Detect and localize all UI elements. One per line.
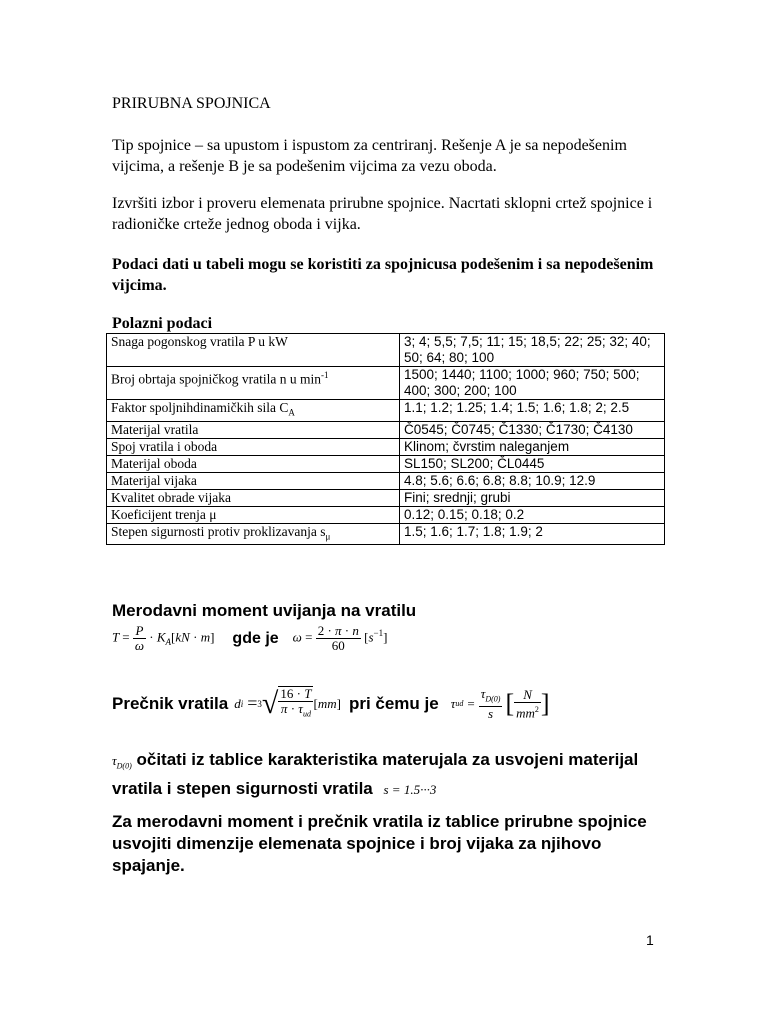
safety-range: s = 1.5···3 [383,781,437,797]
page-number: 1 [646,932,654,948]
parameter-cell [107,506,400,523]
values-cell: 1.5; 1.6; 1.7; 1.8; 1.9; 2 [400,523,665,545]
data-paragraph: Podaci dati u tabeli mogu se koristiti za spojnicusa podešenim i sa nepodešenim vijcima. [112,256,654,294]
parameter-name: Broj obrtaja spojničkog vratila n u min [111,371,321,387]
parameter-name: Materijal vijaka [111,472,197,488]
parameter-cell [107,523,400,545]
page-title: PRIRUBNA SPOJNICA [112,95,271,112]
parameter-cell [107,438,400,455]
parameter-cell [107,421,400,438]
parameter-name: Materijal oboda [111,455,197,471]
parameter-cell [107,489,400,506]
table-row [107,421,665,438]
diameter-formula: d i = 3 √ $\frac{16 \cdot T}{\pi \cdot \tau_{ud}}$ [ mm ] [234,686,341,720]
omega-formula: ω = $\frac{2 \cdot \pi \cdot n}{60}$ $[s^{-1}]$ [292,623,388,653]
parameter-cell [107,472,400,489]
parameters-table [106,333,665,545]
tau-formula: τ ud = $\frac{\tau_{D(0)}}{s}$ [ $\frac{N}{mm^2}$ ] [450,685,550,722]
parameter-cell [107,455,400,472]
table-row [107,455,665,472]
parameter-cell [107,367,400,400]
values-cell: 4.8; 5.6; 6.6; 6.8; 8.8; 10.9; 12.9 [400,472,665,489]
parameter-superscript: -1 [320,370,329,380]
table-row [107,367,665,400]
diameter-label: Prečnik vratila [112,693,229,713]
parameter-name: Faktor spoljnihdinamičkih sila C [111,400,289,415]
values-cell: 1.1; 1.2; 1.25; 1.4; 1.5; 1.6; 1.8; 2; 2.5 [400,400,665,422]
intro-paragraph: Tip spojnice – sa upustom i ispustom za centriranj. Rešenje A je sa nepodešenim vijcima, a rešenje B je sa podešenim vijcima za vezu oboda. [112,137,627,175]
table-row [107,334,665,367]
parameter-cell [107,400,400,422]
table-row [107,489,665,506]
parameter-name: Koeficijent trenja μ [111,506,217,522]
parameter-name: Stepen sigurnosti protiv proklizavanja s [111,523,326,539]
final-paragraph: Za merodavni moment i prečnik vratila iz tablice prirubne spojnice usvojiti dimenzije elemenata spojnice i broj vijaka za njihovo spajanje. [112,812,647,875]
table-row [107,506,665,523]
tau-text: očitati iz tablice karakteristika materujala za usvojeni materijal vratila i stepen sigurnosti vratila [112,750,639,798]
pri-cemu-je-label: pri čemu je [348,693,439,713]
values-cell: Č0545; Č0745; Č1330; Č1730; Č4130 [400,421,665,438]
moment-formula: T = $\frac{P}{\omega}$ · $K_A[kN \cdot m]$ [112,623,215,653]
parameter-name: Snaga pogonskog vratila P u kW [111,334,288,349]
table-row [107,400,665,422]
table-row [107,472,665,489]
parameter-name: Kvalitet obrade vijaka [111,489,231,505]
gde-je-label: gde je [232,629,279,647]
tau-d0-symbol: $\tau_{D(0)}$ [112,753,132,771]
parameter-subscript: μ [325,531,331,542]
moment-formula-line [112,624,387,653]
diameter-line [112,686,550,722]
values-cell: Fini; srednji; grubi [400,489,665,506]
task-paragraph: Izvršiti izbor i proveru elemenata prirubne spojnice. Nacrtati sklopni crtež spojnice i radioničke crteže jednog oboda i vijka. [112,195,653,233]
table-row [107,523,665,545]
parameter-name: Materijal vratila [111,421,199,437]
table-heading: Polazni podaci [112,315,213,332]
parameter-subscript: A [288,407,295,418]
values-cell: 1500; 1440; 1100; 1000; 960; 750; 500; 400; 300; 200; 100 [400,367,665,400]
parameter-cell [107,334,400,367]
values-cell: SL150; SL200; ČL0445 [400,455,665,472]
values-cell: 0.12; 0.15; 0.18; 0.2 [400,506,665,523]
tau-paragraph [112,749,672,801]
moment-heading: Merodavni moment uvijanja na vratilu [112,601,417,620]
table-row [107,438,665,455]
values-cell: Klinom; čvrstim naleganjem [400,438,665,455]
values-cell: 3; 4; 5,5; 7,5; 11; 15; 18,5; 22; 25; 32; 40; 50; 64; 80; 100 [400,334,665,367]
parameter-name: Spoj vratila i oboda [111,438,218,454]
